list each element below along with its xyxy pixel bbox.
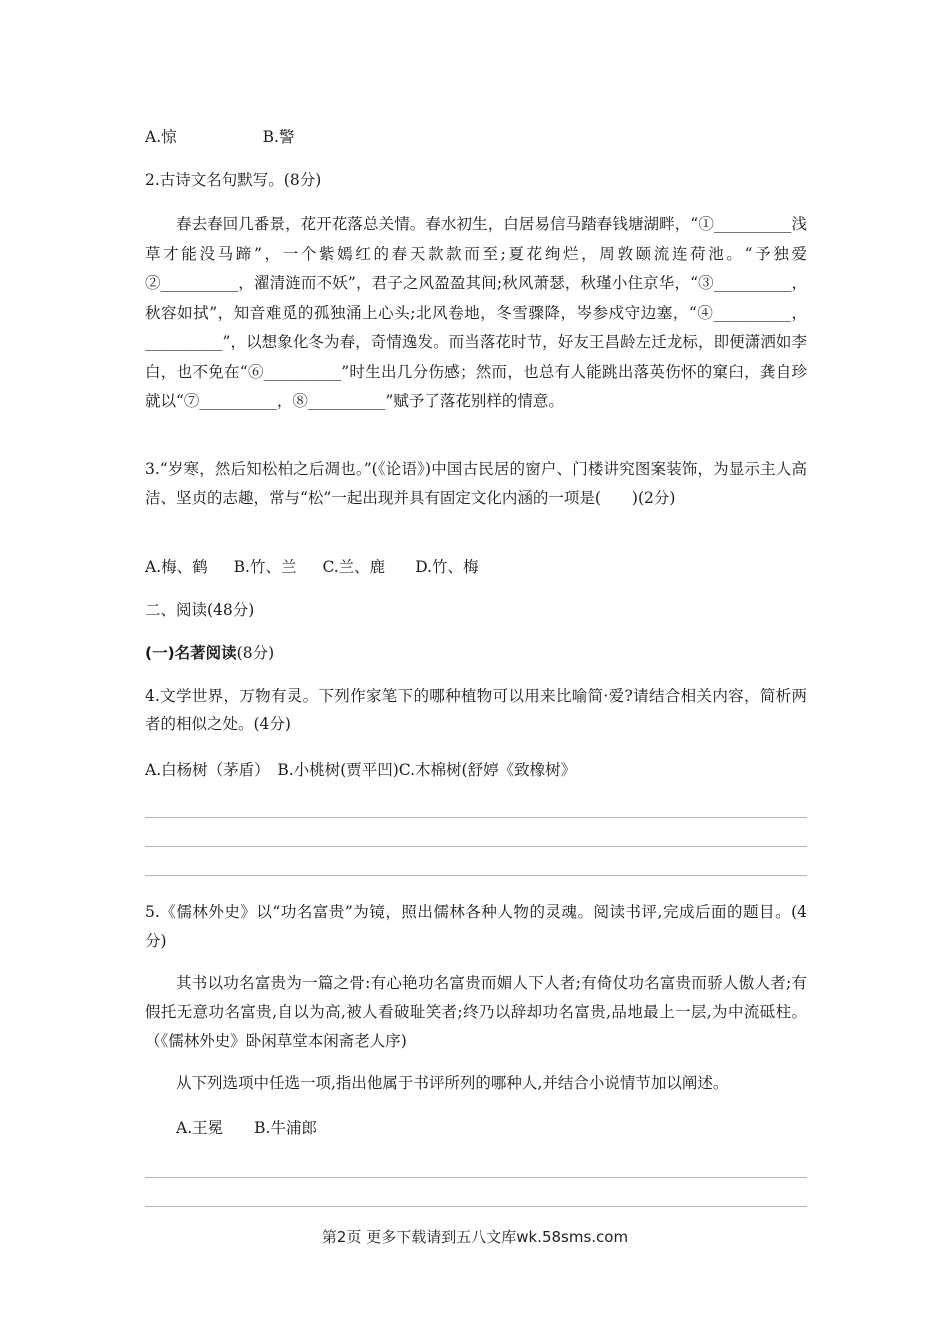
q3-option-d: D.竹、梅 [415,558,479,576]
q5-text: 5.《儒林外史》以“功名富贵”为镜，照出儒林各种人物的灵魂。阅读书评,完成后面的题目。(4分) [145,903,807,950]
q5-quote: 其书以功名富贵为一篇之骨:有心艳功名富贵而媚人下人者;有倚仗功名富贵而骄人傲人者;有假托无意功名富贵,自以为高,被人看破耻笑者;终乃以辞却功名富贵,品地最上一层,为中流砥柱。（《儒林外史》卧闲草堂本闲斋老人序) [145,974,807,1050]
q1-option-a: A.惊 [145,128,177,146]
q1-options [145,125,294,149]
section2-subtitle-bold: (一)名著阅读 [145,644,237,662]
q5-options: A.王冕 B.牛浦郎 [176,1119,317,1137]
q3-option-b: B.竹、兰 [233,558,297,576]
answer-line [145,846,807,847]
q4-text: 4.文学世界，万物有灵。下列作家笔下的哪种植物可以用来比喻简·爱?请结合相关内容，简析两者的相似之处。(4分) [145,687,807,733]
q1-option-b: B.警 [262,128,295,146]
section2-title: 二、阅读(48分) [145,601,255,619]
q3-option-a: A.梅、鹤 [145,558,208,576]
q3-text: 3.“岁寒，然后知松柏之后凋也。”(《论语》)中国古民居的窗户、门楼讲究图案装饰，为显示主人高洁、坚贞的志趣，常与“松”一起出现并具有固定文化内涵的一项是( )(2分) [145,460,807,507]
section2-subtitle-rest: (8分) [236,644,275,662]
q2-body: 春去春回几番景，花开花落总关情。春水初生，白居易信马踏春钱塘湖畔，“①__________浅草才能没马蹄”，一个紫嫣红的春天款款而至;夏花绚烂，周敦颐流连荷池。“予独爱②__________，濯清涟而不妖”，君子之风盈盈其间;秋风萧瑟，秋瑾小住京华，“③__________，秋容如拭”，知音难觅的孤独涌上心头;北风卷地，冬雪骤降，岑参戍守边塞，“④__________，__________”，以想象化冬为春，奇情逸发。而当落花时节，好友王昌龄左迁龙标，即便潇洒如李白，也不免在“⑥__________”时生出几分伤感；然而，也总有人能跳出落英伤怀的窠臼，龚自珍就以“⑦__________，⑧__________”赋予了落花别样的情意。 [145,215,807,410]
answer-line [145,1177,807,1178]
answer-line [145,875,807,876]
q3-option-c: C.兰、鹿 [322,558,386,576]
q5-instruction: 从下列选项中任选一项,指出他属于书评所列的哪种人,并结合小说情节加以阐述。 [176,1074,729,1092]
q3-options [145,555,479,579]
q2-title: 2.古诗文名句默写。(8分) [145,171,322,189]
page-footer: 第2页 更多下载请到五八文库wk.58sms.com [321,1228,629,1246]
q4-options: A.白杨树（茅盾） B.小桃树(贾平凹)C.木棉树(舒婷《致橡树》 [145,761,577,779]
section2-subtitle [145,641,274,665]
answer-line [145,1206,807,1207]
answer-line [145,817,807,818]
